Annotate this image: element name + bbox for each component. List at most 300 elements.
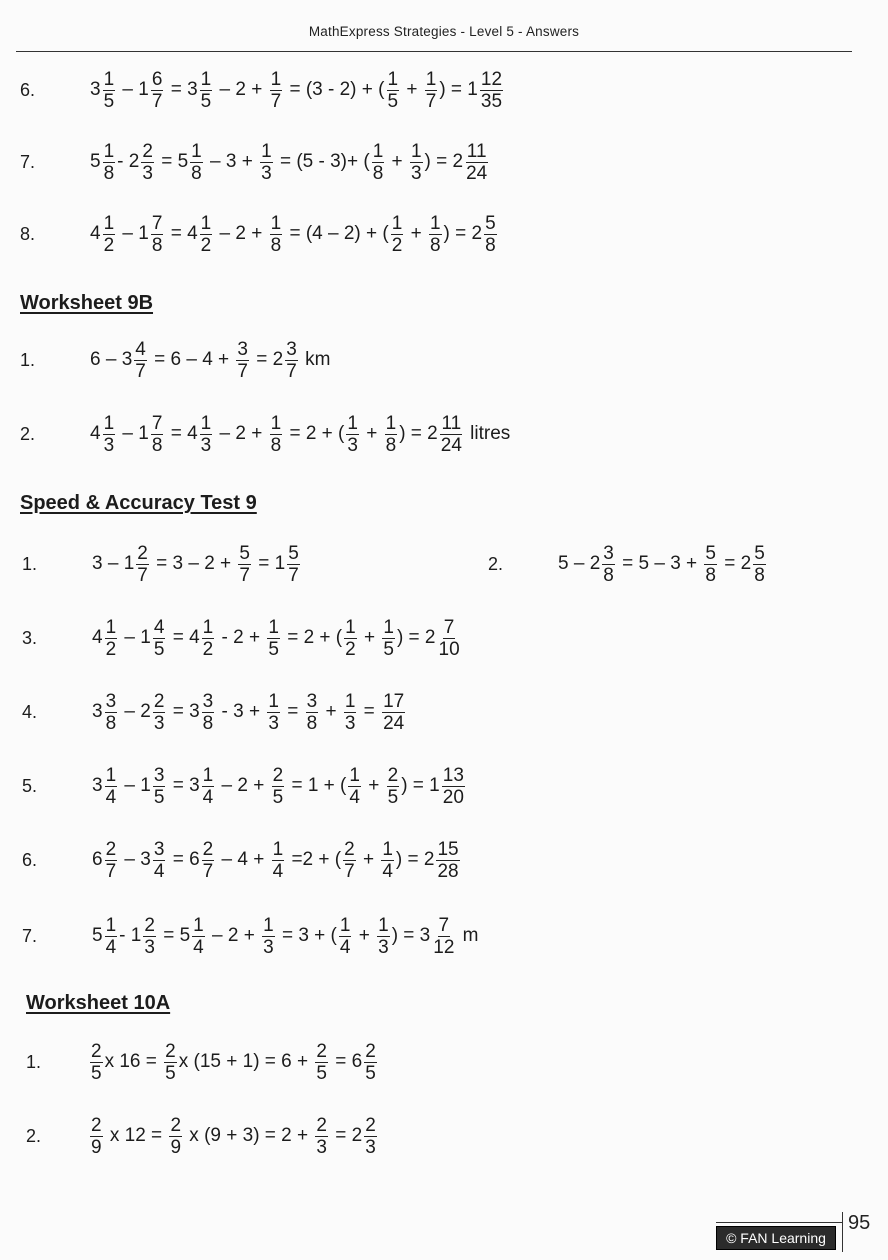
equation <box>92 684 407 740</box>
numerator: 4 <box>135 338 146 360</box>
numerator: 2 <box>105 838 117 860</box>
equation <box>92 758 467 814</box>
equation-text: = (3 - 2) + ( <box>284 79 385 100</box>
fraction <box>103 141 116 184</box>
fraction <box>105 691 118 734</box>
numerator: 11 <box>466 140 487 162</box>
answer-row <box>20 134 860 190</box>
answer-row <box>22 908 862 964</box>
denominator: 2 <box>200 234 212 256</box>
numerator: 2 <box>137 542 148 564</box>
denominator: 3 <box>365 1136 376 1158</box>
numerator: 1 <box>410 140 422 162</box>
answer-row <box>488 536 868 592</box>
denominator: 8 <box>151 434 163 456</box>
denominator: 3 <box>153 712 165 734</box>
denominator: 8 <box>103 162 115 184</box>
fraction <box>387 69 400 112</box>
equation-text: + <box>401 79 423 100</box>
numerator: 1 <box>202 764 214 786</box>
equation-text: = 4 <box>167 627 200 648</box>
equation-text: – 1 <box>119 627 151 648</box>
equation <box>92 908 479 964</box>
numerator: 2 <box>144 914 155 936</box>
denominator: 5 <box>91 1062 102 1084</box>
denominator: 3 <box>347 434 358 456</box>
equation-text: – 2 + <box>214 423 268 444</box>
denominator: 2 <box>105 638 117 660</box>
equation-text: – 1 <box>119 775 151 796</box>
denominator: 5 <box>200 90 212 112</box>
numerator: 7 <box>438 914 450 936</box>
denominator: 5 <box>365 1062 376 1084</box>
denominator: 3 <box>316 1136 327 1158</box>
equation-text: – 4 + <box>216 849 270 870</box>
fraction <box>200 69 213 112</box>
denominator: 8 <box>270 434 282 456</box>
section-heading: Worksheet 9B <box>20 292 154 314</box>
answer-row <box>22 610 862 666</box>
denominator: 9 <box>91 1136 102 1158</box>
denominator: 7 <box>105 860 117 882</box>
section-heading: Speed & Accuracy Test 9 <box>20 492 257 514</box>
denominator: 5 <box>387 90 399 112</box>
denominator: 4 <box>272 860 284 882</box>
equation-text: – 2 + <box>214 79 268 100</box>
equation-text: 3 <box>90 79 101 100</box>
numerator: 1 <box>200 68 212 90</box>
equation-text: – 3 + <box>204 151 259 172</box>
equation-text: 6 – 3 <box>90 349 133 370</box>
denominator: 3 <box>378 936 389 958</box>
equation-text: 3 <box>92 701 103 722</box>
numerator: 2 <box>272 764 284 786</box>
fraction <box>387 765 400 808</box>
equation-text: = (4 – 2) + ( <box>284 223 389 244</box>
fraction <box>136 543 149 586</box>
fraction <box>272 765 285 808</box>
numerator: 3 <box>603 542 614 564</box>
footer-divider <box>842 1212 843 1252</box>
numerator: 2 <box>142 140 153 162</box>
numerator: 1 <box>261 140 272 162</box>
fraction <box>382 617 395 660</box>
fraction <box>90 1041 103 1084</box>
denominator: 24 <box>466 162 488 184</box>
denominator: 3 <box>268 712 279 734</box>
numerator: 1 <box>105 914 117 936</box>
numerator: 17 <box>383 690 405 712</box>
denominator: 7 <box>239 564 250 586</box>
denominator: 20 <box>442 786 464 808</box>
fraction <box>465 141 488 184</box>
denominator: 5 <box>383 638 394 660</box>
denominator: 8 <box>385 434 397 456</box>
fraction <box>364 1115 377 1158</box>
header-rule <box>16 51 852 52</box>
numerator: 15 <box>437 838 459 860</box>
page-number: 95 <box>848 1212 871 1234</box>
numerator: 3 <box>153 838 165 860</box>
equation-text: 5 <box>92 925 103 946</box>
equation-text: – 2 + <box>206 925 261 946</box>
denominator: 8 <box>306 712 318 734</box>
fraction <box>480 69 503 112</box>
item-number: 2. <box>20 424 36 444</box>
numerator: 2 <box>316 1040 327 1062</box>
denominator: 5 <box>153 638 165 660</box>
equation-text: ) = 2 <box>443 223 483 244</box>
equation-text: – 1 <box>117 423 149 444</box>
denominator: 5 <box>387 786 399 808</box>
fraction <box>103 413 116 456</box>
numerator: 2 <box>202 838 214 860</box>
denominator: 5 <box>165 1062 176 1084</box>
item-number: 4. <box>22 702 38 722</box>
fraction <box>270 413 283 456</box>
fraction <box>153 617 166 660</box>
numerator: 1 <box>202 616 214 638</box>
denominator: 7 <box>425 90 437 112</box>
denominator: 8 <box>429 234 441 256</box>
numerator: 1 <box>105 764 117 786</box>
denominator: 7 <box>344 860 355 882</box>
equation <box>90 332 330 388</box>
numerator: 3 <box>202 690 214 712</box>
denominator: 9 <box>170 1136 182 1158</box>
numerator: 1 <box>383 616 394 638</box>
denominator: 4 <box>105 786 117 808</box>
fraction <box>190 141 203 184</box>
fraction <box>753 543 766 586</box>
equation-text: = 3 <box>167 775 200 796</box>
fraction <box>270 69 283 112</box>
denominator: 7 <box>237 360 248 382</box>
equation-text: = 1 + ( <box>286 775 347 796</box>
fraction <box>262 915 275 958</box>
numerator: 1 <box>382 838 393 860</box>
numerator: 1 <box>347 412 358 434</box>
denominator: 3 <box>344 712 356 734</box>
denominator: 7 <box>137 564 148 586</box>
numerator: 1 <box>103 68 115 90</box>
equation-text: = 3 <box>165 79 198 100</box>
denominator: 8 <box>705 564 716 586</box>
fraction <box>440 413 463 456</box>
denominator: 8 <box>151 234 163 256</box>
numerator: 1 <box>349 764 360 786</box>
numerator: 1 <box>344 690 356 712</box>
numerator: 7 <box>151 412 163 434</box>
denominator: 7 <box>286 360 297 382</box>
section-heading: Worksheet 10A <box>26 992 171 1014</box>
equation-text: + <box>362 775 385 796</box>
numerator: 1 <box>345 616 356 638</box>
numerator: 3 <box>237 338 248 360</box>
equation-text: - 2 + <box>216 627 266 648</box>
equation-text: 5 <box>90 151 101 172</box>
numerator: 1 <box>263 914 274 936</box>
fraction <box>90 1115 103 1158</box>
numerator: 7 <box>443 616 455 638</box>
fraction <box>381 839 394 882</box>
numerator: 1 <box>378 914 389 936</box>
fraction <box>438 617 461 660</box>
numerator: 1 <box>268 690 279 712</box>
numerator: 3 <box>105 690 117 712</box>
equation-text: – 2 + <box>214 223 268 244</box>
equation <box>88 1034 379 1090</box>
equation <box>92 832 462 888</box>
equation <box>92 536 302 592</box>
fraction <box>200 213 213 256</box>
equation-text: 3 <box>92 775 103 796</box>
numerator: 1 <box>272 838 284 860</box>
fraction <box>267 617 280 660</box>
fraction <box>103 213 116 256</box>
equation-text: - 1 <box>119 925 142 946</box>
item-number: 8. <box>20 224 36 244</box>
numerator: 1 <box>339 914 351 936</box>
numerator: 1 <box>200 412 212 434</box>
equation-text: 6 <box>92 849 103 870</box>
fraction <box>153 839 166 882</box>
denominator: 4 <box>349 786 360 808</box>
numerator: 5 <box>288 542 299 564</box>
equation-text: x 12 = <box>104 1125 168 1146</box>
page-header: MathExpress Strategies - Level 5 - Answers <box>308 24 580 39</box>
numerator: 1 <box>193 914 204 936</box>
denominator: 5 <box>316 1062 327 1084</box>
numerator: 1 <box>429 212 441 234</box>
numerator: 1 <box>268 616 279 638</box>
denominator: 3 <box>261 162 272 184</box>
fraction <box>344 691 357 734</box>
fraction <box>339 915 352 958</box>
denominator: 5 <box>268 638 279 660</box>
denominator: 5 <box>272 786 284 808</box>
equation-text: = 2 <box>719 553 752 574</box>
numerator: 3 <box>153 764 165 786</box>
equation-text: km <box>299 349 331 370</box>
item-number: 6. <box>20 80 36 100</box>
item-number: 7. <box>22 926 38 946</box>
fraction <box>192 915 205 958</box>
fraction <box>202 839 215 882</box>
answer-row <box>20 206 860 262</box>
fraction <box>151 69 164 112</box>
equation-text: x (15 + 1) = 6 + <box>178 1051 314 1072</box>
denominator: 8 <box>754 564 765 586</box>
fraction <box>364 1041 377 1084</box>
numerator: 2 <box>91 1114 102 1136</box>
equation-text: = 6 <box>329 1051 363 1072</box>
denominator: 3 <box>200 434 212 456</box>
numerator: 11 <box>441 412 462 434</box>
equation-text: 5 – 2 <box>558 553 601 574</box>
publisher-badge: © FAN Learning <box>716 1226 836 1250</box>
equation-text: = 5 <box>155 151 189 172</box>
numerator: 1 <box>425 68 437 90</box>
numerator: 1 <box>200 212 212 234</box>
equation-text: - 3 + <box>216 701 266 722</box>
equation <box>90 134 490 190</box>
numerator: 1 <box>103 412 115 434</box>
fraction <box>202 691 215 734</box>
equation-text: – 3 <box>119 849 151 870</box>
numerator: 1 <box>103 212 115 234</box>
fraction <box>287 543 300 586</box>
fraction <box>602 543 615 586</box>
numerator: 13 <box>442 764 464 786</box>
equation-text: = 4 <box>165 223 198 244</box>
equation <box>90 62 505 118</box>
equation-text: + <box>360 423 383 444</box>
fraction <box>153 765 166 808</box>
equation-text: = 2 <box>329 1125 363 1146</box>
equation-text: ) = 1 <box>439 79 478 100</box>
denominator: 8 <box>202 712 214 734</box>
denominator: 7 <box>151 90 163 112</box>
fraction <box>704 543 717 586</box>
fraction <box>169 1115 182 1158</box>
denominator: 3 <box>142 162 153 184</box>
denominator: 24 <box>440 434 462 456</box>
equation-text: = 3 <box>167 701 200 722</box>
denominator: 8 <box>485 234 496 256</box>
fraction <box>442 765 465 808</box>
equation-text: 4 <box>90 423 101 444</box>
denominator: 4 <box>339 936 351 958</box>
answer-row <box>22 832 862 888</box>
denominator: 4 <box>202 786 214 808</box>
denominator: 24 <box>383 712 405 734</box>
denominator: 8 <box>603 564 614 586</box>
item-number: 5. <box>22 776 38 796</box>
denominator: 12 <box>433 936 455 958</box>
equation-text: – 2 + <box>216 775 270 796</box>
denominator: 5 <box>103 90 115 112</box>
numerator: 2 <box>153 690 165 712</box>
equation-text: ) = 3 <box>391 925 431 946</box>
fraction <box>236 339 249 382</box>
denominator: 8 <box>372 162 384 184</box>
equation-text: 4 <box>90 223 101 244</box>
numerator: 3 <box>306 690 318 712</box>
fraction <box>382 691 405 734</box>
fraction <box>202 765 215 808</box>
numerator: 1 <box>387 68 399 90</box>
equation-text: = 2 <box>251 349 284 370</box>
equation-text: = 4 <box>165 423 198 444</box>
equation-text: 4 <box>92 627 103 648</box>
equation-text: ) = 2 <box>396 627 436 648</box>
fraction <box>200 413 213 456</box>
equation-text: = 5 – 3 + <box>616 553 703 574</box>
fraction <box>315 1115 328 1158</box>
equation-text: + <box>320 701 342 722</box>
numerator: 3 <box>286 338 297 360</box>
equation-text: = 6 – 4 + <box>148 349 235 370</box>
equation-text: = (5 - 3)+ ( <box>274 151 370 172</box>
fraction <box>484 213 497 256</box>
equation-text: + <box>386 151 408 172</box>
answer-row <box>22 684 862 740</box>
numerator: 1 <box>103 140 115 162</box>
equation-text: ) = 2 <box>424 151 464 172</box>
item-number: 7. <box>20 152 36 172</box>
fraction <box>372 141 385 184</box>
denominator: 4 <box>193 936 204 958</box>
fraction <box>391 213 404 256</box>
denominator: 3 <box>144 936 155 958</box>
answer-row <box>20 62 860 118</box>
fraction <box>346 413 359 456</box>
answer-row <box>26 1034 866 1090</box>
fraction <box>153 691 166 734</box>
denominator: 3 <box>410 162 422 184</box>
fraction <box>143 915 156 958</box>
fraction <box>202 617 215 660</box>
denominator: 2 <box>103 234 115 256</box>
item-number: 1. <box>26 1052 42 1072</box>
numerator: 1 <box>391 212 403 234</box>
equation-text: – 2 <box>119 701 151 722</box>
numerator: 2 <box>316 1114 327 1136</box>
fraction <box>105 915 118 958</box>
fraction <box>134 339 147 382</box>
equation-text: litres <box>464 423 511 444</box>
numerator: 2 <box>170 1114 182 1136</box>
equation-text: ) = 2 <box>395 849 435 870</box>
numerator: 2 <box>91 1040 102 1062</box>
fraction <box>377 915 390 958</box>
fraction <box>436 839 459 882</box>
item-number: 6. <box>22 850 38 870</box>
fraction <box>344 617 357 660</box>
fraction <box>410 141 423 184</box>
equation-text: = <box>281 701 304 722</box>
numerator: 7 <box>151 212 163 234</box>
equation-text: – 1 <box>117 223 149 244</box>
fraction <box>285 339 298 382</box>
fraction <box>105 617 118 660</box>
numerator: 5 <box>239 542 250 564</box>
denominator: 4 <box>105 936 117 958</box>
equation-text: x (9 + 3) = 2 + <box>184 1125 314 1146</box>
equation-text: x 16 = <box>104 1051 163 1072</box>
numerator: 1 <box>105 616 117 638</box>
equation-text: = 2 + ( <box>284 423 345 444</box>
fraction <box>270 213 283 256</box>
fraction <box>105 839 118 882</box>
numerator: 1 <box>385 412 397 434</box>
denominator: 7 <box>270 90 282 112</box>
fraction <box>425 69 438 112</box>
equation-text: ) = 1 <box>401 775 440 796</box>
denominator: 8 <box>191 162 202 184</box>
fraction <box>105 765 118 808</box>
denominator: 3 <box>103 434 115 456</box>
fraction <box>164 1041 177 1084</box>
equation-text: = 2 + ( <box>281 627 343 648</box>
equation-text: + <box>405 223 427 244</box>
fraction <box>260 141 273 184</box>
numerator: 2 <box>344 838 355 860</box>
equation-text: + <box>353 925 376 946</box>
equation-text: ) = 2 <box>399 423 438 444</box>
numerator: 2 <box>365 1114 376 1136</box>
